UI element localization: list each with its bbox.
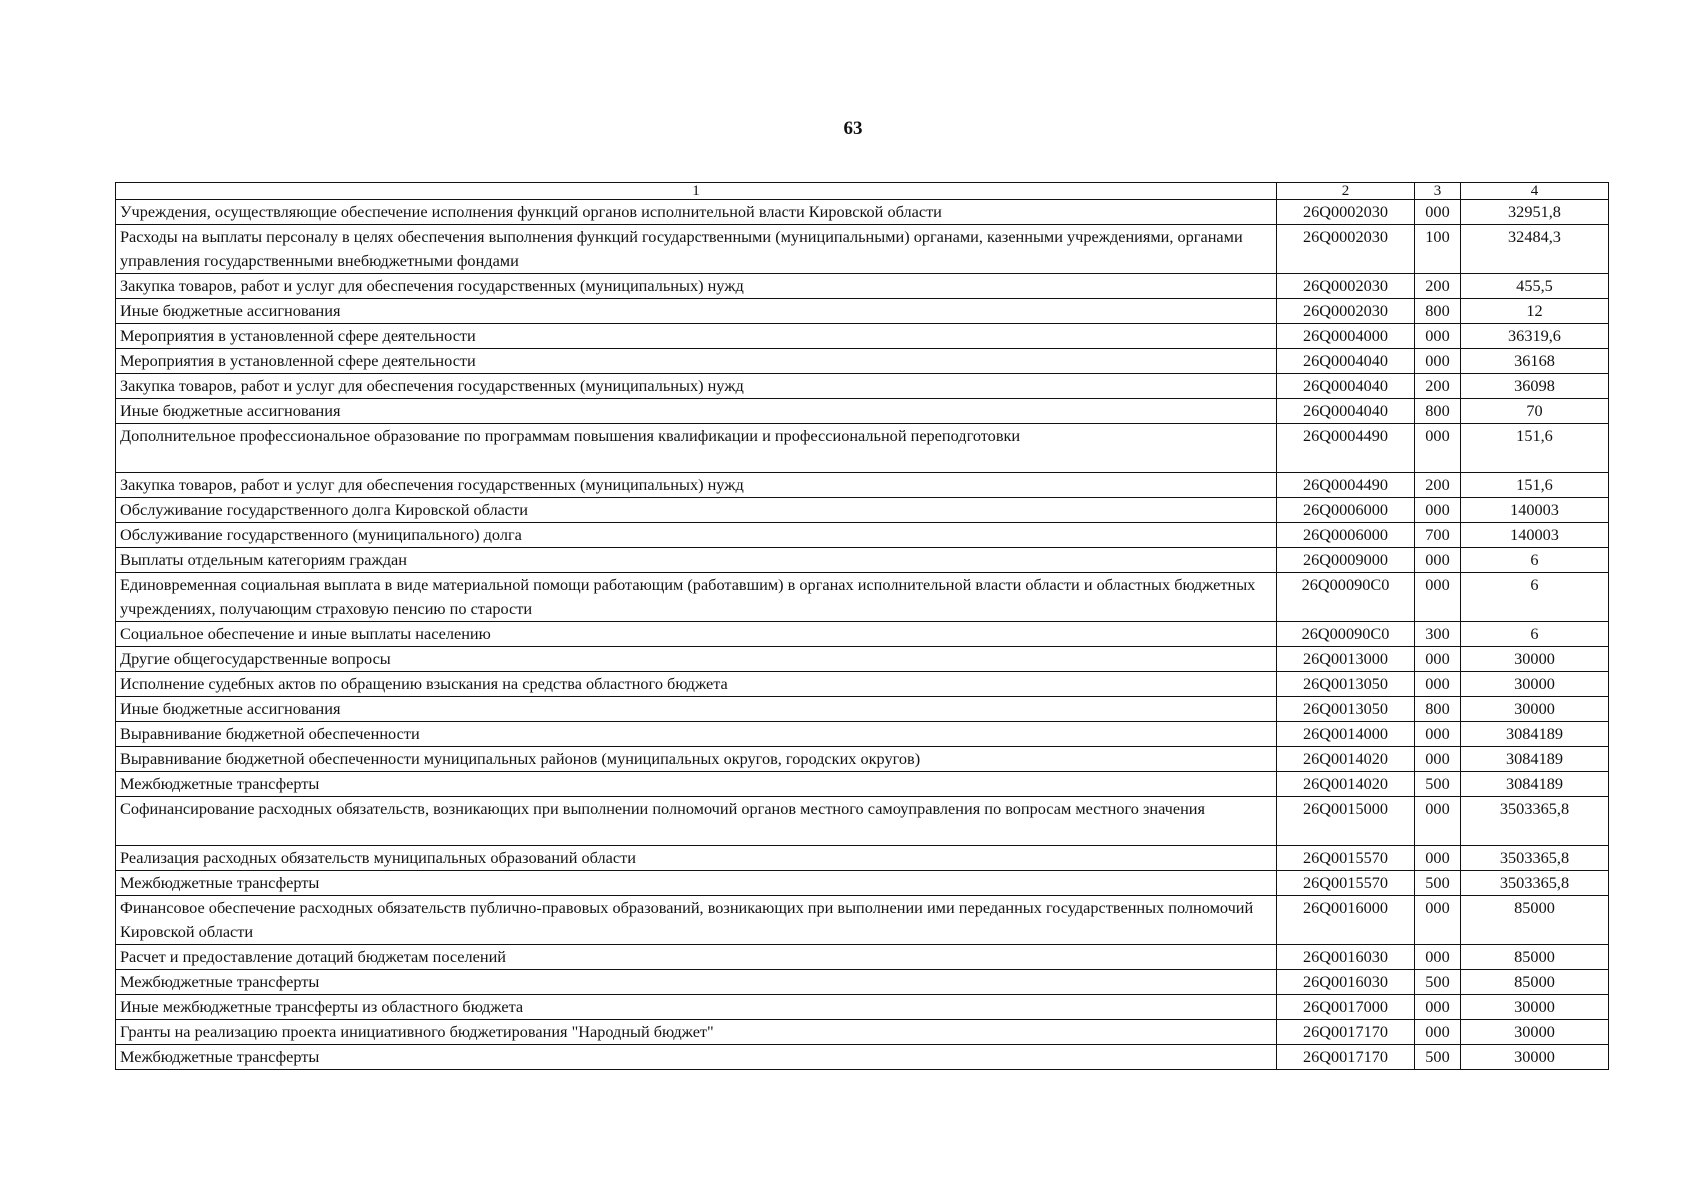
row-type: 100 [1415,225,1461,274]
row-name: Обслуживание государственного (муниципального) долга [116,523,1277,548]
row-type: 000 [1415,498,1461,523]
row-code: 26Q0002030 [1277,299,1415,324]
row-amount: 30000 [1461,1020,1609,1045]
row-amount: 70 [1461,399,1609,424]
row-type: 000 [1415,424,1461,473]
table-row [116,548,1609,573]
row-amount: 36098 [1461,374,1609,399]
page-number: 63 [843,118,863,139]
row-name: Межбюджетные трансферты [116,1045,1277,1070]
row-type: 700 [1415,523,1461,548]
table-row [116,274,1609,299]
row-type: 000 [1415,324,1461,349]
row-name: Реализация расходных обязательств муниципальных образований области [116,846,1277,871]
row-amount: 85000 [1461,945,1609,970]
row-code: 26Q0002030 [1277,225,1415,274]
row-amount: 6 [1461,548,1609,573]
table-row [116,896,1609,945]
row-amount: 12 [1461,299,1609,324]
row-name: Выравнивание бюджетной обеспеченности муниципальных районов (муниципальных округов, городских округов) [116,747,1277,772]
row-amount: 30000 [1461,647,1609,672]
table-header [116,183,1609,200]
row-name: Социальное обеспечение и иные выплаты населению [116,622,1277,647]
row-code: 26Q0006000 [1277,523,1415,548]
row-amount: 85000 [1461,970,1609,995]
row-code: 26Q0002030 [1277,200,1415,225]
row-type: 800 [1415,399,1461,424]
table-row [116,672,1609,697]
table-row [116,523,1609,548]
table-row [116,324,1609,349]
row-code: 26Q0017000 [1277,995,1415,1020]
row-amount: 36319,6 [1461,324,1609,349]
row-type: 000 [1415,349,1461,374]
row-name: Иные бюджетные ассигнования [116,399,1277,424]
table-row [116,871,1609,896]
row-type: 000 [1415,722,1461,747]
table-row [116,622,1609,647]
row-code: 26Q0015570 [1277,846,1415,871]
row-code: 26Q0014000 [1277,722,1415,747]
row-code: 26Q0013050 [1277,697,1415,722]
row-amount: 455,5 [1461,274,1609,299]
row-code: 26Q0014020 [1277,747,1415,772]
row-type: 500 [1415,772,1461,797]
row-type: 500 [1415,1045,1461,1070]
table-row [116,995,1609,1020]
table-row [116,970,1609,995]
row-type: 200 [1415,274,1461,299]
header-col-2: 2 [1277,183,1415,200]
row-type: 000 [1415,200,1461,225]
row-type: 500 [1415,871,1461,896]
table-row [116,200,1609,225]
row-code: 26Q0004040 [1277,399,1415,424]
row-amount: 6 [1461,573,1609,622]
row-type: 000 [1415,846,1461,871]
header-col-1: 1 [116,183,1277,200]
row-type: 800 [1415,299,1461,324]
table-row [116,772,1609,797]
row-type: 000 [1415,747,1461,772]
row-amount: 140003 [1461,498,1609,523]
row-type: 000 [1415,896,1461,945]
row-code: 26Q0017170 [1277,1045,1415,1070]
row-code: 26Q0017170 [1277,1020,1415,1045]
row-code: 26Q0004490 [1277,473,1415,498]
row-type: 500 [1415,970,1461,995]
row-name: Закупка товаров, работ и услуг для обеспечения государственных (муниципальных) нужд [116,274,1277,299]
table-row [116,1045,1609,1070]
row-name: Мероприятия в установленной сфере деятельности [116,324,1277,349]
row-amount: 30000 [1461,672,1609,697]
table-row [116,498,1609,523]
header-col-3: 3 [1415,183,1461,200]
row-code: 26Q0002030 [1277,274,1415,299]
row-name: Дополнительное профессиональное образование по программам повышения квалификации и профессиональной переподготовки [116,424,1277,473]
row-name: Гранты на реализацию проекта инициативного бюджетирования "Народный бюджет" [116,1020,1277,1045]
row-name: Закупка товаров, работ и услуг для обеспечения государственных (муниципальных) нужд [116,473,1277,498]
table-row [116,797,1609,846]
row-type: 800 [1415,697,1461,722]
table-row [116,1020,1609,1045]
row-type: 000 [1415,1020,1461,1045]
row-amount: 30000 [1461,995,1609,1020]
row-amount: 30000 [1461,697,1609,722]
header-row [116,183,1609,200]
row-code: 26Q0004040 [1277,349,1415,374]
row-code: 26Q0015570 [1277,871,1415,896]
header-col-4: 4 [1461,183,1609,200]
row-type: 200 [1415,374,1461,399]
row-code: 26Q0013050 [1277,672,1415,697]
row-amount: 3084189 [1461,747,1609,772]
row-name: Иные бюджетные ассигнования [116,697,1277,722]
row-name: Единовременная социальная выплата в виде материальной помощи работающим (работавшим) в органах исполнительной власти области и областных бюджетных учреждениях, получающим страховую пенсию по старости [116,573,1277,622]
table-row [116,424,1609,473]
table-row [116,647,1609,672]
row-amount: 3503365,8 [1461,871,1609,896]
row-code: 26Q0004000 [1277,324,1415,349]
row-name: Другие общегосударственные вопросы [116,647,1277,672]
table-row [116,473,1609,498]
row-amount: 6 [1461,622,1609,647]
row-name: Учреждения, осуществляющие обеспечение исполнения функций органов исполнительной власти Кировской области [116,200,1277,225]
row-name: Расходы на выплаты персоналу в целях обеспечения выполнения функций государственными (муниципальными) органами, казенными учреждениями, органами управления государственными внебюджетными фондами [116,225,1277,274]
table-body [116,200,1609,1070]
row-amount: 85000 [1461,896,1609,945]
table-row [116,573,1609,622]
row-code: 26Q0016030 [1277,945,1415,970]
row-name: Выравнивание бюджетной обеспеченности [116,722,1277,747]
row-amount: 36168 [1461,349,1609,374]
row-name: Расчет и предоставление дотаций бюджетам поселений [116,945,1277,970]
table-row [116,747,1609,772]
row-type: 000 [1415,945,1461,970]
row-code: 26Q0009000 [1277,548,1415,573]
table-row [116,697,1609,722]
row-type: 000 [1415,548,1461,573]
row-type: 000 [1415,573,1461,622]
row-name: Межбюджетные трансферты [116,970,1277,995]
row-amount: 32951,8 [1461,200,1609,225]
row-code: 26Q00090C0 [1277,573,1415,622]
row-name: Иные бюджетные ассигнования [116,299,1277,324]
row-type: 200 [1415,473,1461,498]
row-amount: 3084189 [1461,722,1609,747]
row-amount: 3503365,8 [1461,797,1609,846]
row-name: Обслуживание государственного долга Кировской области [116,498,1277,523]
row-name: Иные межбюджетные трансферты из областного бюджета [116,995,1277,1020]
row-amount: 3503365,8 [1461,846,1609,871]
row-name: Финансовое обеспечение расходных обязательств публично-правовых образований, возникающих при выполнении ими переданных государственных полномочий Кировской области [116,896,1277,945]
table-row [116,945,1609,970]
row-code: 26Q00090C0 [1277,622,1415,647]
row-amount: 30000 [1461,1045,1609,1070]
row-type: 000 [1415,672,1461,697]
row-name: Софинансирование расходных обязательств, возникающих при выполнении полномочий органов местного самоуправления по вопросам местного значения [116,797,1277,846]
row-code: 26Q0013000 [1277,647,1415,672]
row-type: 000 [1415,647,1461,672]
row-code: 26Q0004490 [1277,424,1415,473]
row-amount: 151,6 [1461,473,1609,498]
row-type: 000 [1415,995,1461,1020]
table-row [116,399,1609,424]
table-row [116,722,1609,747]
row-amount: 3084189 [1461,772,1609,797]
row-code: 26Q0014020 [1277,772,1415,797]
row-amount: 140003 [1461,523,1609,548]
row-name: Мероприятия в установленной сфере деятельности [116,349,1277,374]
row-name: Выплаты отдельным категориям граждан [116,548,1277,573]
row-name: Исполнение судебных актов по обращению взыскания на средства областного бюджета [116,672,1277,697]
table-row [116,349,1609,374]
budget-table [115,182,1609,1070]
row-type: 300 [1415,622,1461,647]
row-type: 000 [1415,797,1461,846]
table-row [116,225,1609,274]
row-code: 26Q0016030 [1277,970,1415,995]
table-row [116,846,1609,871]
row-code: 26Q0015000 [1277,797,1415,846]
row-name: Межбюджетные трансферты [116,772,1277,797]
row-code: 26Q0006000 [1277,498,1415,523]
table-row [116,299,1609,324]
row-name: Межбюджетные трансферты [116,871,1277,896]
row-code: 26Q0004040 [1277,374,1415,399]
row-code: 26Q0016000 [1277,896,1415,945]
row-amount: 151,6 [1461,424,1609,473]
row-name: Закупка товаров, работ и услуг для обеспечения государственных (муниципальных) нужд [116,374,1277,399]
table-row [116,374,1609,399]
row-amount: 32484,3 [1461,225,1609,274]
